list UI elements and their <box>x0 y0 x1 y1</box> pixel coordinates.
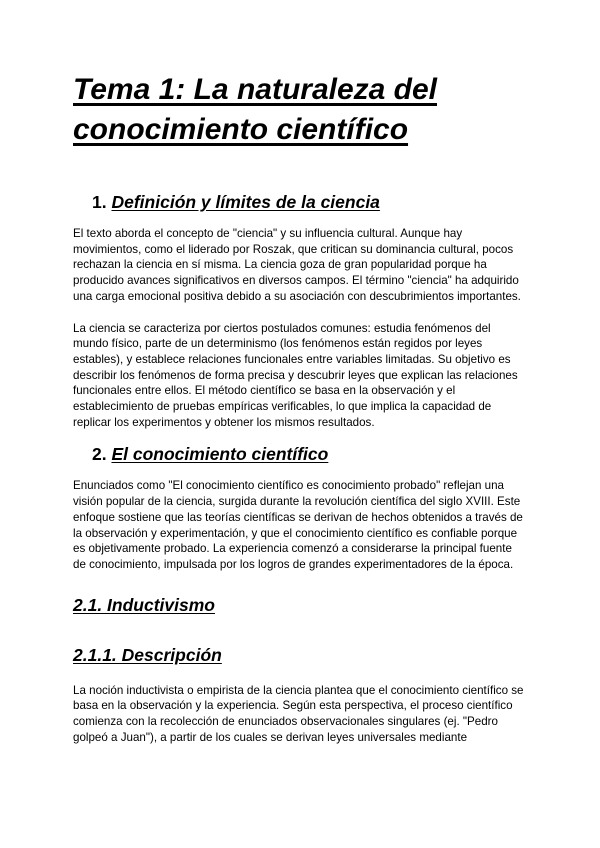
section-2-title: El conocimiento científico <box>111 444 329 465</box>
section-1-paragraph-1: El texto aborda el concepto de "ciencia" y su influencia cultural. Aunque hay movimientos, como el liderado por Roszak, que critican su dominancia cultural, pocos rechazan la ciencia en sí misma. La ciencia goza de gran popularidad porque ha producido avances significativos en diversos campos. El término "ciencia" ha adquirido una carga emocional positiva debido a su asociación con descubrimientos importantes. <box>73 227 521 303</box>
section-2-1-1-paragraph-1: La noción inductivista o empirista de la ciencia plantea que el conocimiento científico se basa en la observación y la experiencia. Según esta perspectiva, el proceso científico comienza con la recolección de enunciados observacionales singulares (ej. "Pedro golpeó a Juan"), a partir de los cuales se derivan leyes universales mediante <box>73 683 524 744</box>
title-line-2: conocimiento científico <box>73 113 409 146</box>
section-2-paragraph-1: Enunciados como "El conocimiento científico es conocimiento probado" reflejan una visión popular de la ciencia, surgida durante la revolución científica del siglo XVIII. Este enfoque sostiene que las teorías científicas se derivan de hechos obtenidos a través de la observación y experimentación, y que el conocimiento científico es confiable porque es objetivamente probado. La experiencia comenzó a considerarse la principal fuente de conocimiento, impulsada por los logros de grandes experimentadores de la época. <box>73 479 523 571</box>
section-1-title: Definición y límites de la ciencia <box>111 192 380 212</box>
section-1-paragraph-2: La ciencia se caracteriza por ciertos postulados comunes: estudia fenómenos del mundo físico, parte de un determinismo (los fenómenos están regidos por leyes estables), y establece relaciones funcionales entre variables limitadas. Su objetivo es describir los fenómenos de forma precisa y descubrir leyes que explican las relaciones funcionales entre ellos. El método científico se basa en la observación y el establecimiento de pruebas empíricas verificables, lo que implica la capacidad de replicar los experimentos y obtener los mismos resultados. <box>73 321 518 429</box>
section-2-1-1-heading: 2.1.1. Descripción <box>73 644 222 665</box>
document-title <box>73 70 525 150</box>
section-1-heading <box>73 190 525 214</box>
section-1-number: 1. <box>92 192 107 212</box>
section-2-heading <box>73 442 525 466</box>
section-2-number: 2. <box>92 444 107 465</box>
section-2-1-heading: 2.1. Inductivismo <box>73 594 215 615</box>
document-page <box>73 70 525 761</box>
title-line-1: Tema 1: La naturaleza del <box>73 73 438 106</box>
